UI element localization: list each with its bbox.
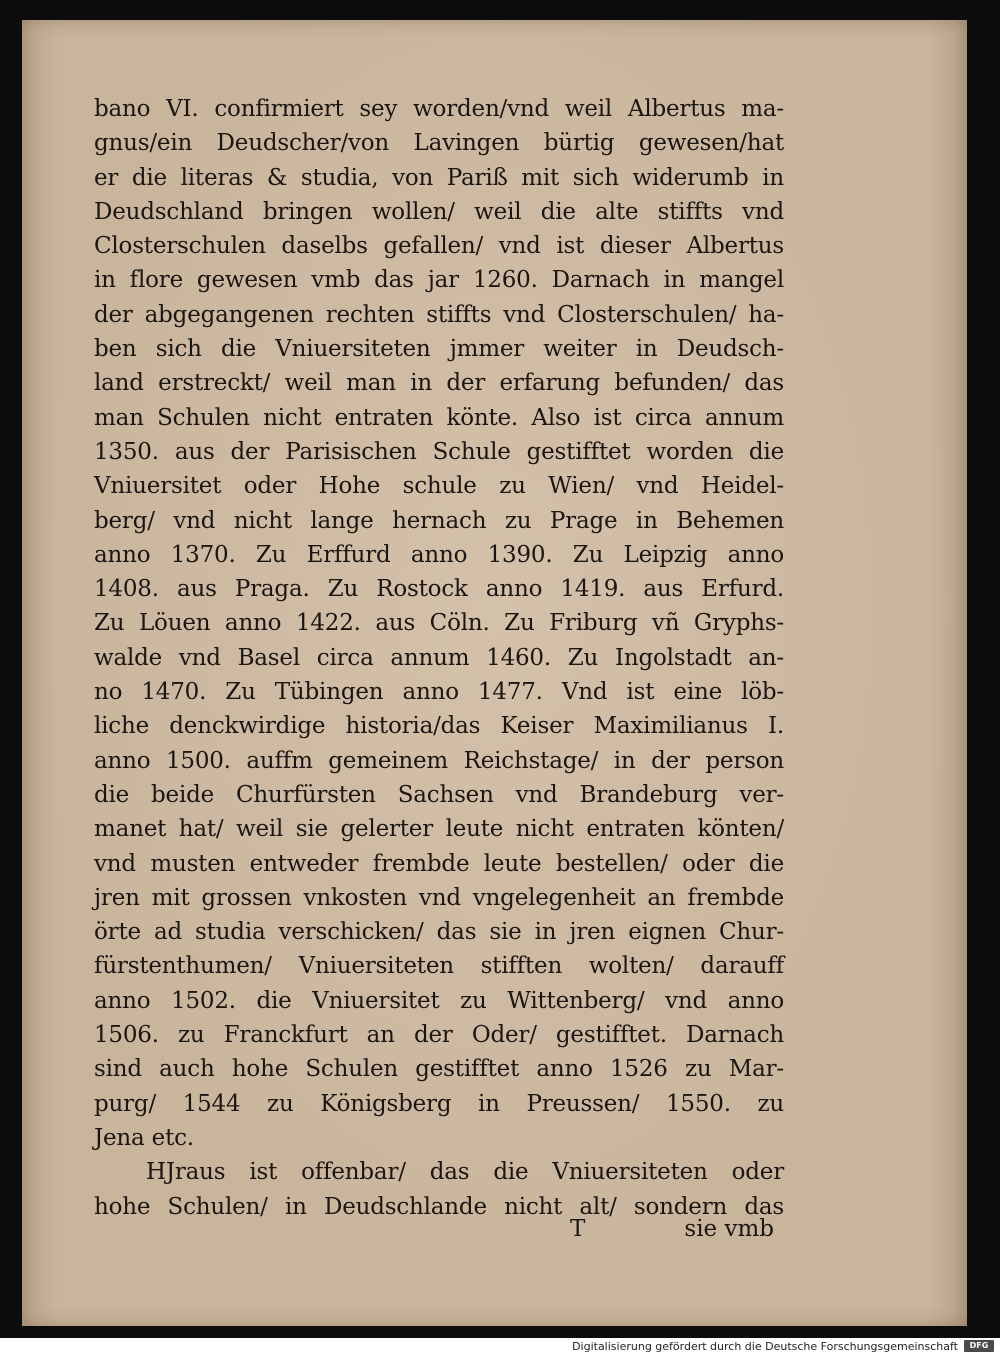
page-text — [94, 92, 784, 1224]
text-line: 1350. aus der Parisischen Schule gestifftet worden die — [94, 438, 784, 465]
funding-credit: Digitalisierung gefördert durch die Deutsche Forschungsgemeinschaft — [572, 1340, 958, 1353]
catchword: sie vmb — [684, 1216, 774, 1242]
text-line: ben sich die Vniuersiteten jmmer weiter in Deudsch- — [94, 336, 784, 363]
text-line: Closterschulen daselbs gefallen/ vnd ist dieser Albertus — [94, 233, 784, 260]
text-line: land erstreckt/ weil man in der erfarung befunden/ das — [94, 370, 784, 397]
text-line: fürstenthumen/ Vniuersiteten stifften wolten/ darauff — [94, 953, 784, 980]
text-line: die beide Churfürsten Sachsen vnd Brandeburg ver- — [94, 781, 784, 808]
paragraph-start-line: HJraus ist offenbar/ das die Vniuersiteten oder — [146, 1159, 784, 1186]
book-page — [22, 20, 967, 1326]
text-line: vnd musten entweder frembde leute bestellen/ oder die — [94, 850, 784, 877]
text-line: anno 1502. die Vniuersitet zu Wittenberg/ vnd anno — [94, 987, 784, 1014]
text-line: Jena etc. — [94, 1124, 194, 1151]
text-line: no 1470. Zu Tübingen anno 1477. Vnd ist eine löb- — [94, 679, 784, 706]
text-line: anno 1500. auffm gemeinem Reichstage/ in der person — [94, 747, 784, 774]
text-line: purg/ 1544 zu Königsberg in Preussen/ 1550. zu — [94, 1090, 784, 1117]
text-line: manet hat/ weil sie gelerter leute nicht entraten könten/ — [94, 816, 784, 843]
text-line: berg/ vnd nicht lange hernach zu Prage in Behemen — [94, 507, 784, 534]
text-line: in flore gewesen vmb das jar 1260. Darnach in mangel — [94, 267, 784, 294]
dfg-logo-icon: DFG — [964, 1340, 994, 1352]
text-line: er die literas & studia, von Pariß mit sich widerumb in — [94, 164, 784, 191]
text-line: Deudschland bringen wollen/ weil die alte stiffts vnd — [94, 198, 784, 225]
text-line: liche denckwirdige historia/das Keiser Maximilianus I. — [94, 713, 784, 740]
text-line: 1506. zu Franckfurt an der Oder/ gestifftet. Darnach — [94, 1022, 784, 1049]
text-line: jren mit grossen vnkosten vnd vngelegenheit an frembde — [94, 884, 784, 911]
text-line: man Schulen nicht entraten könte. Also ist circa annum — [94, 404, 784, 431]
text-line: anno 1370. Zu Erffurd anno 1390. Zu Leipzig anno — [94, 541, 784, 568]
text-line: bano VI. confirmiert sey worden/vnd weil Albertus ma- — [94, 96, 784, 122]
text-line: sind auch hohe Schulen gestifftet anno 1526 zu Mar- — [94, 1056, 784, 1083]
text-line: gnus/ein Deudscher/von Lavingen bürtig gewesen/hat — [94, 130, 784, 157]
text-line: 1408. aus Praga. Zu Rostock anno 1419. aus Erfurd. — [94, 576, 784, 603]
text-line: Zu Löuen anno 1422. aus Cöln. Zu Friburg vñ Gryphs- — [94, 610, 784, 637]
text-line: der abgegangenen rechten stiffts vnd Closterschulen/ ha- — [94, 301, 784, 328]
text-line: hohe Schulen/ in Deudschlande nicht alt/ sondern das — [94, 1193, 784, 1220]
text-line: walde vnd Basel circa annum 1460. Zu Ingolstadt an- — [94, 644, 784, 671]
text-line: örte ad studia verschicken/ das sie in jren eignen Chur- — [94, 919, 784, 946]
text-line: Vniuersitet oder Hohe schule zu Wien/ vnd Heidel- — [94, 473, 784, 500]
signature-mark: T — [570, 1216, 586, 1242]
footer-bar — [0, 1338, 1000, 1356]
page-foot — [94, 1212, 784, 1246]
